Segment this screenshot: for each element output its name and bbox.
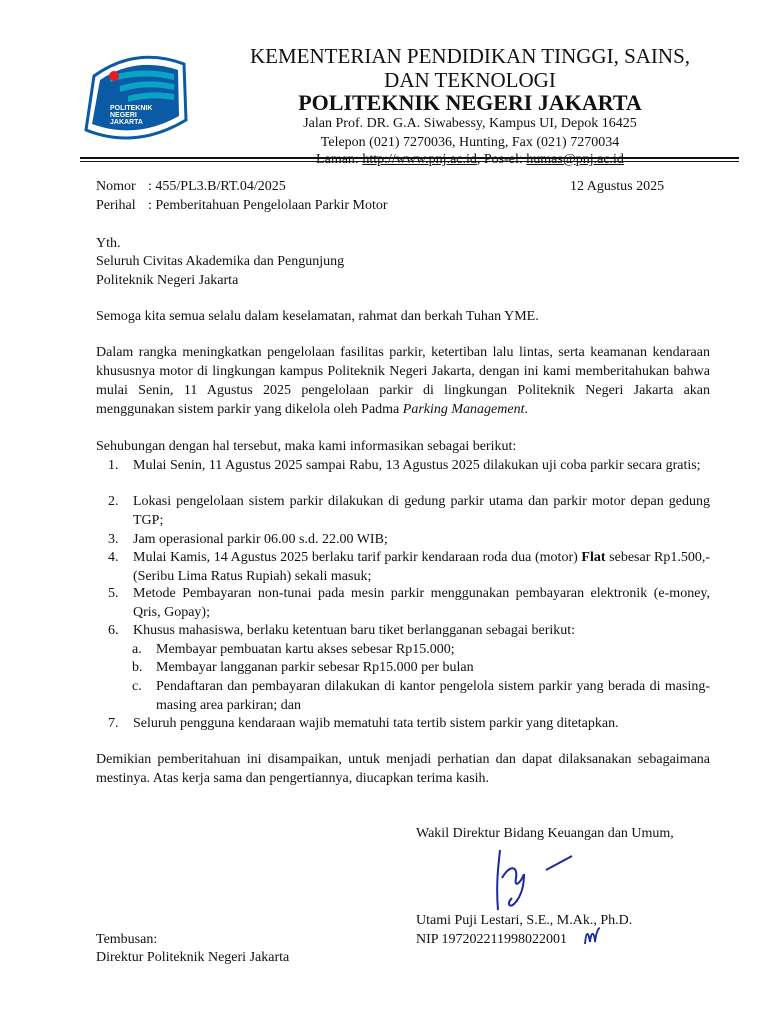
letter-date: 12 Agustus 2025 <box>570 179 665 194</box>
list-item-7: Seluruh pengguna kendaraan wajib mematuhi tata tertib sistem parkir yang ditetapkan. <box>133 716 619 731</box>
list-item-4-bold: Flat <box>581 550 606 565</box>
cc-label: Tembusan: <box>96 932 158 947</box>
list-item-4-text-a: Mulai Kamis, 14 Agustus 2025 berlaku tarif parkir kendaraan roda dua (motor) <box>133 550 582 565</box>
list-item-2: Lokasi pengelolaan sistem parkir dilakukan di gedung parkir utama dan parkir motor depan gedung TGP; <box>133 494 710 528</box>
nomor-value: : 455/PL3.B/RT.04/2025 <box>148 179 286 194</box>
signatory-nip: NIP 197202211998022001 <box>416 932 568 947</box>
list-number: 5. <box>108 586 119 601</box>
greeting: Semoga kita semua selalu dalam keselamatan, rahmat dan berkah Tuhan YME. <box>96 309 539 324</box>
institution-logo <box>80 50 192 146</box>
signature-mark-icon <box>480 838 590 918</box>
list-number: 4. <box>108 550 119 565</box>
logo-text-1: POLITEKNIK <box>110 105 153 112</box>
list-item-6: Khusus mahasiswa, berlaku ketentuan baru tiket berlangganan sebagai berikut: <box>133 623 576 638</box>
sublist-item-a: Membayar pembuatan kartu akses sebesar Rp15.000; <box>156 642 455 657</box>
ministry-line-2: DAN TEKNOLOGI <box>384 68 556 92</box>
logo-text-3: JAKARTA <box>110 119 143 126</box>
list-number: 1. <box>108 458 119 473</box>
perihal-label: Perihal <box>96 198 136 213</box>
recipient-institution: Politeknik Negeri Jakarta <box>96 273 239 288</box>
header-divider-thin <box>80 161 739 162</box>
address: Jalan Prof. DR. G.A. Siwabessy, Kampus UI, Depok 16425 <box>303 116 637 131</box>
list-item-1: Mulai Senin, 11 Agustus 2025 sampai Rabu, 13 Agustus 2025 dilakukan uji coba parkir secara gratis; <box>133 458 701 473</box>
intro-text: Dalam rangka meningkatkan pengelolaan fasilitas parkir, ketertiban lalu lintas, serta keamanan kendaraan khususnya motor di lingkungan kampus Politeknik Negeri Jakarta, dengan ini kami memberitahukan bahwa mulai Senin, 11 Agustus 2025 pengelolaan parkir di lingkungan Politeknik Negeri Jakarta akan menggunakan sistem parkir yang dikelola oleh Padma <box>96 345 710 417</box>
list-item-4 <box>133 548 710 586</box>
intro-end: . <box>524 402 528 417</box>
sublist-letter: c. <box>132 679 142 694</box>
signatory-position: Wakil Direktur Bidang Keuangan dan Umum, <box>416 826 674 841</box>
sublist-letter: b. <box>132 660 143 675</box>
pnj-logo-icon <box>80 50 192 146</box>
list-item-4-text-b: sebesar Rp1.500,- (Seribu Lima Ratus Rupiah) sekali masuk; <box>133 550 710 584</box>
list-number: 2. <box>108 494 119 509</box>
intro-italic: Parking Management <box>402 402 525 417</box>
web-prefix: Laman: <box>316 152 363 167</box>
list-number: 6. <box>108 623 119 638</box>
list-number: 3. <box>108 532 119 547</box>
sublist-item-c: Pendaftaran dan pembayaran dilakukan di kantor pengelola sistem parkir yang berada di masing-masing area parkiran; dan <box>156 679 710 713</box>
contact-line <box>205 152 735 168</box>
letterhead <box>205 44 735 167</box>
email-link[interactable]: humas@pnj.ac.id <box>526 152 624 167</box>
ministry-line-1: KEMENTERIAN PENDIDIKAN TINGGI, SAINS, <box>250 44 690 68</box>
sublist-letter: a. <box>132 642 142 657</box>
institution-name: POLITEKNIK NEGERI JAKARTA <box>298 90 642 115</box>
phone: Telepon (021) 7270036, Hunting, Fax (021) 7270034 <box>320 135 620 150</box>
perihal-value: : Pemberitahuan Pengelolaan Parkir Motor <box>148 198 388 213</box>
email-prefix: , Pos-el: <box>476 152 527 167</box>
list-intro: Sehubungan dengan hal tersebut, maka kami informasikan sebagai berikut: <box>96 439 517 454</box>
sublist-item-b: Membayar langganan parkir sebesar Rp15.000 per bulan <box>156 660 474 675</box>
list-item-5: Metode Pembayaran non-tunai pada mesin parkir menggunakan pembayaran elektronik (e-money, Qris, Gopay); <box>133 586 710 620</box>
intro-paragraph <box>96 343 710 419</box>
list-number: 7. <box>108 716 119 731</box>
list-item-3: Jam operasional parkir 06.00 s.d. 22.00 WIB; <box>133 532 388 547</box>
signatory-name: Utami Puji Lestari, S.E., M.Ak., Ph.D. <box>416 913 633 928</box>
recipient-name: Seluruh Civitas Akademika dan Pengunjung <box>96 254 345 269</box>
nomor-label: Nomor <box>96 179 136 194</box>
website-link[interactable]: http://www.pnj.ac.id <box>362 152 477 167</box>
cc-recipient: Direktur Politeknik Negeri Jakarta <box>96 950 290 965</box>
header-divider <box>80 157 739 159</box>
recipient-salutation: Yth. <box>96 236 121 251</box>
logo-text-2: NEGERI <box>110 112 137 119</box>
closing-paragraph: Demikian pemberitahuan ini disampaikan, untuk menjadi perhatian dan dapat dilaksanakan sebagaimana mestinya. Atas kerja sama dan pengertiannya, diucapkan terima kasih. <box>96 752 710 786</box>
